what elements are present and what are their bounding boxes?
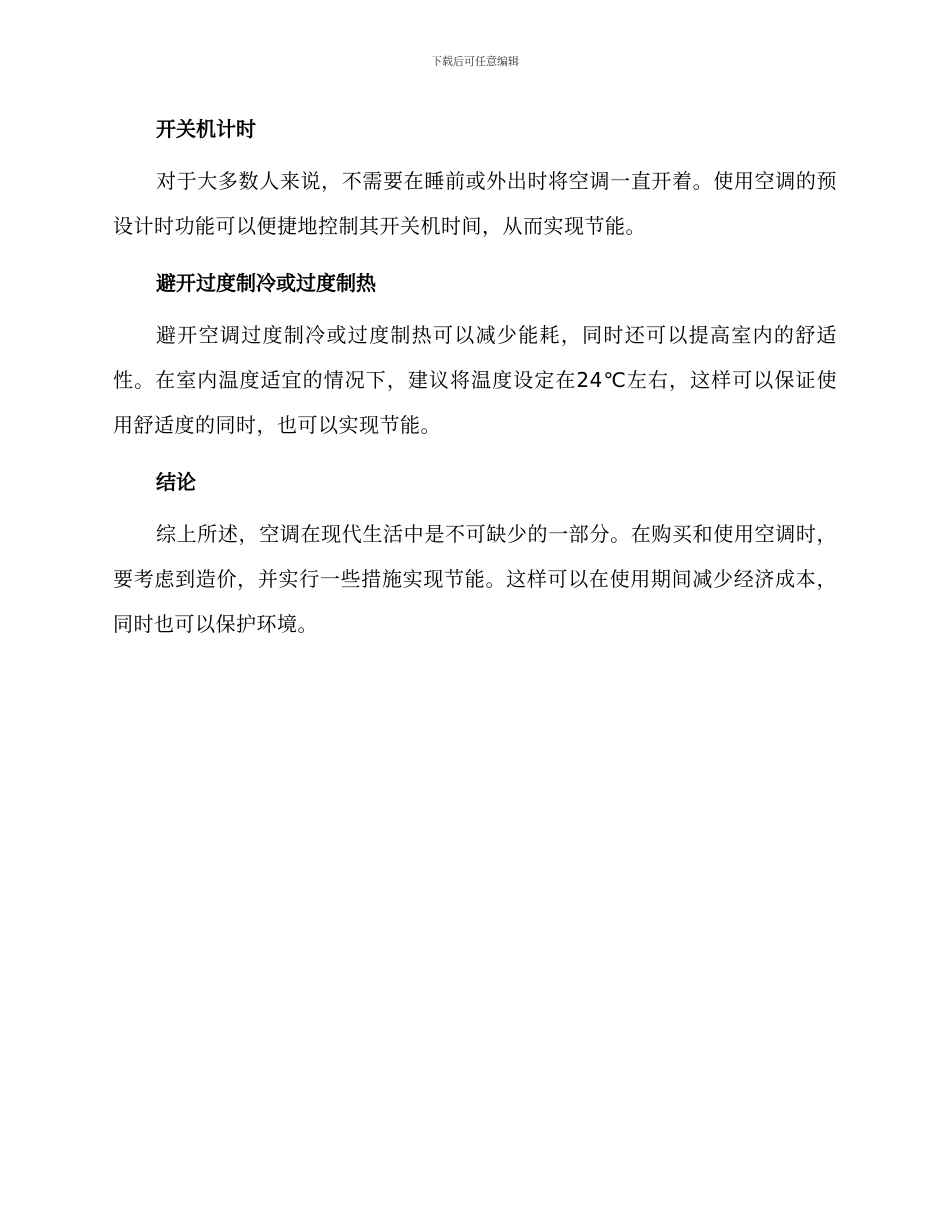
page-header: 下载后可任意编辑: [431, 55, 519, 68]
section-paragraph-conclusion: 综上所述，空调在现代生活中是不可缺少的一部分。在购买和使用空调时，要考虑到造价，并实行一些措施实现节能。这样可以在使用期间减少经济成本，同时也可以保护环境。: [113, 522, 837, 636]
section-heading-timer: 开关机计时: [156, 117, 256, 141]
section-heading-conclusion: 结论: [156, 470, 196, 494]
section-heading-avoid-overcooling: 避开过度制冷或过度制热: [156, 271, 376, 295]
section-paragraph-timer: 对于大多数人来说，不需要在睡前或外出时将空调一直开着。使用空调的预设计时功能可以便捷地控制其开关机时间，从而实现节能。: [113, 169, 837, 238]
document-body: [113, 109, 837, 661]
section-paragraph-avoid-overcooling: 避开空调过度制冷或过度制热可以减少能耗，同时还可以提高室内的舒适性。在室内温度适宜的情况下，建议将温度设定在24℃左右，这样可以保证使用舒适度的同时，也可以实现节能。: [113, 323, 837, 437]
